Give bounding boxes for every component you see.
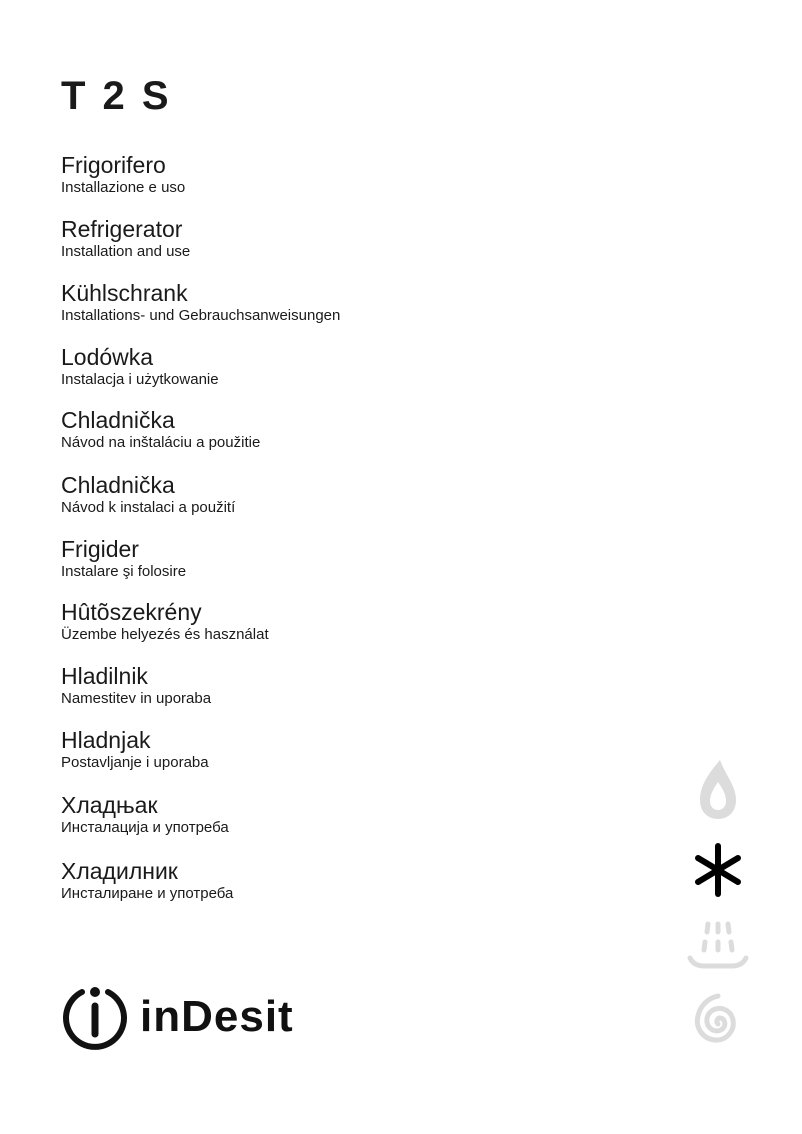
language-entry-romanian xyxy=(61,536,186,581)
snowflake-asterisk-icon xyxy=(686,838,750,902)
language-entry-serbian xyxy=(61,792,229,837)
indesit-logo xyxy=(62,984,312,1050)
language-entry-slovenian xyxy=(61,663,211,708)
language-entry-croatian xyxy=(61,727,209,772)
language-entry-italian xyxy=(61,152,185,197)
language-entry-slovak xyxy=(61,407,260,452)
language-entry-polish xyxy=(61,344,219,389)
product-subtitle: Installation and use xyxy=(61,243,191,260)
product-subtitle: Installazione e uso xyxy=(61,179,186,196)
product-subtitle: Üzembe helyezés és használat xyxy=(61,626,269,643)
language-entry-bulgarian xyxy=(61,858,233,903)
product-subtitle: Инсталација и употреба xyxy=(61,819,229,836)
product-subtitle: Installations- und Gebrauchsanweisungen xyxy=(61,307,341,324)
language-entry-german xyxy=(61,280,340,325)
product-title: Hûtõszekrény xyxy=(61,599,202,625)
language-entry-czech xyxy=(61,472,235,517)
language-entry-english xyxy=(61,216,190,261)
product-title: Chladnička xyxy=(61,472,175,498)
product-title: Hladilnik xyxy=(61,663,148,689)
steam-icon xyxy=(686,918,750,982)
product-title: Lodówka xyxy=(61,344,154,370)
product-subtitle: Návod na inštaláciu a použitie xyxy=(61,434,261,451)
brand-name: inDesit xyxy=(140,992,294,1041)
indesit-i-icon xyxy=(62,984,128,1050)
product-subtitle: Namestitev in uporaba xyxy=(61,690,212,707)
product-subtitle: Instalacja i użytkowanie xyxy=(61,371,219,388)
product-title: Chladnička xyxy=(61,407,175,433)
product-title: Frigider xyxy=(61,536,139,562)
product-title: Refrigerator xyxy=(61,216,183,242)
product-title: Kühlschrank xyxy=(61,280,188,306)
product-subtitle: Инсталиране и употреба xyxy=(61,885,234,902)
product-subtitle: Instalare şi folosire xyxy=(61,563,187,580)
product-title: Хладилник xyxy=(61,858,178,884)
product-title: Хладњак xyxy=(61,792,158,818)
spiral-icon xyxy=(686,990,750,1054)
product-subtitle: Návod k instalaci a použití xyxy=(61,499,236,516)
product-title: Frigorifero xyxy=(61,152,166,178)
product-title: Hladnjak xyxy=(61,727,151,753)
product-subtitle: Postavljanje i uporaba xyxy=(61,754,209,771)
language-entry-hungarian xyxy=(61,599,269,644)
flame-icon xyxy=(686,758,750,822)
model-title: T 2 S xyxy=(61,74,172,118)
